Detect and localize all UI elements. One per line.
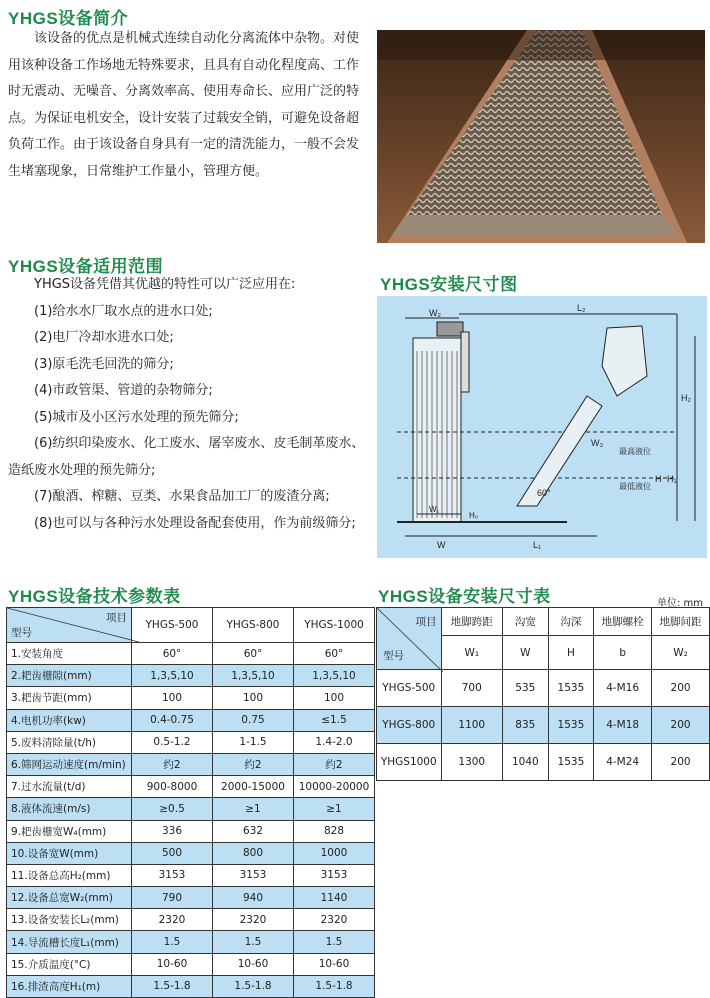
params-row <box>7 665 375 687</box>
params-row-name: 9.耙齿栅宽W₄(mm) <box>7 820 132 842</box>
label-w2: W₂ <box>429 308 441 318</box>
install-header: 地脚螺栓 <box>594 608 652 636</box>
params-row <box>7 975 375 997</box>
params-model-header: YHGS-800 <box>213 608 294 643</box>
install-title: YHGS设备安装尺寸表 <box>378 587 551 606</box>
scope-item: (2)电厂冷却水进水口处; <box>34 330 174 345</box>
params-cell: 约2 <box>294 753 375 775</box>
params-row <box>7 909 375 931</box>
params-cell: 100 <box>132 687 213 709</box>
params-row-name: 8.液体流速(m/s) <box>7 798 132 820</box>
params-cell: 336 <box>132 820 213 842</box>
install-cell: 700 <box>441 670 503 707</box>
scope-title: YHGS设备适用范围 <box>8 257 164 276</box>
params-row-name: 16.排渣高度H₁(m) <box>7 975 132 997</box>
label-angle: 60° <box>537 488 551 498</box>
params-cell: 0.5-1.2 <box>132 731 213 753</box>
motor <box>437 322 463 336</box>
params-cell: 828 <box>294 820 375 842</box>
install-cell: 835 <box>503 707 549 744</box>
scope-item: (8)也可以与各种污水处理设备配套使用，作为前级筛分; <box>34 515 356 531</box>
params-cell: 100 <box>294 687 375 709</box>
params-row <box>7 643 375 665</box>
params-cell: 940 <box>213 887 294 909</box>
params-row <box>7 931 375 953</box>
install-row-model: YHGS-800 <box>377 707 442 744</box>
label-w3: W₃ <box>591 438 604 448</box>
params-cell: 10-60 <box>294 953 375 975</box>
params-row <box>7 709 375 731</box>
params-cell: 60° <box>213 643 294 665</box>
params-row-name: 3.耙齿节距(mm) <box>7 687 132 709</box>
install-cell: 1300 <box>441 744 503 781</box>
params-row <box>7 731 375 753</box>
install-cell: 4-M18 <box>594 707 652 744</box>
params-row <box>7 776 375 798</box>
params-cell: 约2 <box>132 753 213 775</box>
install-table-wrap <box>376 607 710 781</box>
params-model-header: YHGS-1000 <box>294 608 375 643</box>
install-corner-model: 型号 <box>383 650 404 662</box>
params-row-name: 7.过水流量(t/d) <box>7 776 132 798</box>
install-table <box>376 607 710 781</box>
params-cell: ≥1 <box>294 798 375 820</box>
params-row <box>7 798 375 820</box>
params-cell: 60° <box>132 643 213 665</box>
install-row-model: YHGS1000 <box>377 744 442 781</box>
params-cell: 60° <box>294 643 375 665</box>
install-cell: 1040 <box>503 744 549 781</box>
discharge-chute <box>602 326 647 396</box>
params-cell: 632 <box>213 820 294 842</box>
label-l2: L₂ <box>577 303 586 313</box>
scope-lead: YHGS设备凭借其优越的特性可以广泛应用在: <box>34 277 296 292</box>
params-row-name: 1.安装角度 <box>7 643 132 665</box>
install-cell: 200 <box>652 670 710 707</box>
equipment-photo <box>377 30 705 243</box>
params-cell: 10000-20000 <box>294 776 375 798</box>
params-cell: 1.5 <box>294 931 375 953</box>
params-row-name: 10.设备宽W(mm) <box>7 842 132 864</box>
params-cell: 900-8000 <box>132 776 213 798</box>
params-row <box>7 820 375 842</box>
params-cell: 790 <box>132 887 213 909</box>
install-header: 沟宽 <box>503 608 549 636</box>
params-cell: 1140 <box>294 887 375 909</box>
install-symbol: b <box>594 636 652 670</box>
inclined-channel <box>517 396 602 506</box>
params-row-name: 13.设备安装长L₂(mm) <box>7 909 132 931</box>
install-row <box>377 670 710 707</box>
params-cell: 100 <box>213 687 294 709</box>
scope-list <box>8 272 370 537</box>
params-cell: 2000-15000 <box>213 776 294 798</box>
params-cell: 1.5-1.8 <box>294 975 375 997</box>
params-cell: 1.4-2.0 <box>294 731 375 753</box>
install-row <box>377 707 710 744</box>
params-cell: 0.75 <box>213 709 294 731</box>
intro-paragraph: 该设备的优点是机械式连续自动化分离流体中杂物。对使用该种设备工作场地无特殊要求，且具有自动化程度高、工作时无震动、无噪音、分离效率高、使用寿命长、应用广泛的特点。为保证电机安全，设计安装了过载安全销，可避免设备超负荷工作。由于该设备自身具有一定的清洗能力，一般不会发生堵塞现象，日常维护工作量小，管理方便。 <box>8 31 360 179</box>
scope-item: (7)酿酒、榨糖、豆类、水果食品加工厂的废渣分离; <box>34 489 330 504</box>
params-cell: 1.5 <box>213 931 294 953</box>
install-cell: 200 <box>652 744 710 781</box>
install-symbol: W₂ <box>652 636 710 670</box>
params-cell: 1000 <box>294 842 375 864</box>
params-row <box>7 753 375 775</box>
scope-item: (5)城市及小区污水处理的预先筛分; <box>34 409 239 425</box>
install-symbol: W₁ <box>441 636 503 670</box>
params-cell: ≥0.5 <box>132 798 213 820</box>
params-table-wrap <box>6 607 375 998</box>
params-cell: 0.4-0.75 <box>132 709 213 731</box>
install-row-model: YHGS-500 <box>377 670 442 707</box>
params-title: YHGS设备技术参数表 <box>8 587 181 606</box>
params-cell: 1,3,5,10 <box>294 665 375 687</box>
params-cell: ≥1 <box>213 798 294 820</box>
label-h0: H₀ <box>469 511 479 520</box>
install-symbol: W <box>503 636 549 670</box>
label-w: W <box>437 540 446 550</box>
params-cell: 1.5-1.8 <box>132 975 213 997</box>
params-row <box>7 864 375 886</box>
params-row <box>7 887 375 909</box>
params-row-name: 12.设备总宽W₂(mm) <box>7 887 132 909</box>
side-frame <box>461 332 469 392</box>
params-row <box>7 953 375 975</box>
params-model-header: YHGS-500 <box>132 608 213 643</box>
params-cell: 1.5-1.8 <box>213 975 294 997</box>
params-cell: 500 <box>132 842 213 864</box>
label-high-level: 最高液位 <box>619 447 651 456</box>
label-h: H <box>655 474 662 484</box>
params-cell: 2320 <box>213 909 294 931</box>
params-row-name: 11.设备总高H₂(mm) <box>7 864 132 886</box>
params-row-name: 6.筛网运动速度(m/min) <box>7 753 132 775</box>
label-h1: H₁ <box>667 474 677 484</box>
params-corner-model: 型号 <box>11 627 32 639</box>
install-corner <box>377 608 442 670</box>
params-cell: 1,3,5,10 <box>132 665 213 687</box>
params-cell: 2320 <box>132 909 213 931</box>
install-corner-item: 项目 <box>415 616 437 628</box>
scope-item: (6)纺织印染废水、化工废水、屠宰废水、皮毛制革废水、造纸废水处理的预先筛分; <box>8 436 365 478</box>
params-row <box>7 687 375 709</box>
install-row <box>377 744 710 781</box>
install-cell: 1535 <box>548 744 594 781</box>
install-cell: 200 <box>652 707 710 744</box>
install-cell: 1100 <box>441 707 503 744</box>
scope-item: (3)原毛洗毛回洗的筛分; <box>34 356 174 372</box>
params-row-name: 15.介质温度(°C) <box>7 953 132 975</box>
params-cell: 3153 <box>132 864 213 886</box>
params-row-name: 14.导流槽长度L₁(mm) <box>7 931 132 953</box>
params-cell: 1-1.5 <box>213 731 294 753</box>
params-corner-item: 项目 <box>106 612 127 624</box>
install-cell: 535 <box>503 670 549 707</box>
params-row-name: 2.耙齿栅隙(mm) <box>7 665 132 687</box>
install-cell: 1535 <box>548 670 594 707</box>
label-w1: W₁ <box>429 505 440 514</box>
params-cell: 3153 <box>213 864 294 886</box>
intro-title: YHGS设备简介 <box>8 9 129 28</box>
install-cell: 4-M24 <box>594 744 652 781</box>
install-symbol: H <box>548 636 594 670</box>
params-cell: 2320 <box>294 909 375 931</box>
install-cell: 1535 <box>548 707 594 744</box>
params-cell: ≤1.5 <box>294 709 375 731</box>
scope-item: (1)给水水厂取水点的进水口处; <box>34 303 213 319</box>
params-row <box>7 842 375 864</box>
params-cell: 800 <box>213 842 294 864</box>
params-corner <box>7 608 132 643</box>
scope-item: (4)市政管渠、管道的杂物筛分; <box>34 383 213 398</box>
diagram-title: YHGS安装尺寸图 <box>380 275 518 294</box>
label-l1: L₁ <box>533 540 542 550</box>
params-cell: 约2 <box>213 753 294 775</box>
install-header: 沟深 <box>548 608 594 636</box>
label-low-level: 最低液位 <box>619 482 651 491</box>
params-row-name: 4.电机功率(kw) <box>7 709 132 731</box>
install-cell: 4-M16 <box>594 670 652 707</box>
params-cell: 10-60 <box>132 953 213 975</box>
params-row-name: 5.废料清除量(t/h) <box>7 731 132 753</box>
label-h2: H₂ <box>681 393 691 403</box>
params-cell: 10-60 <box>213 953 294 975</box>
params-cell: 1,3,5,10 <box>213 665 294 687</box>
params-cell: 1.5 <box>132 931 213 953</box>
install-unit: 单位: mm <box>657 598 704 609</box>
params-table <box>6 607 375 998</box>
install-header: 地脚跨距 <box>441 608 503 636</box>
params-cell: 3153 <box>294 864 375 886</box>
install-header: 地脚间距 <box>652 608 710 636</box>
install-diagram <box>377 296 707 558</box>
